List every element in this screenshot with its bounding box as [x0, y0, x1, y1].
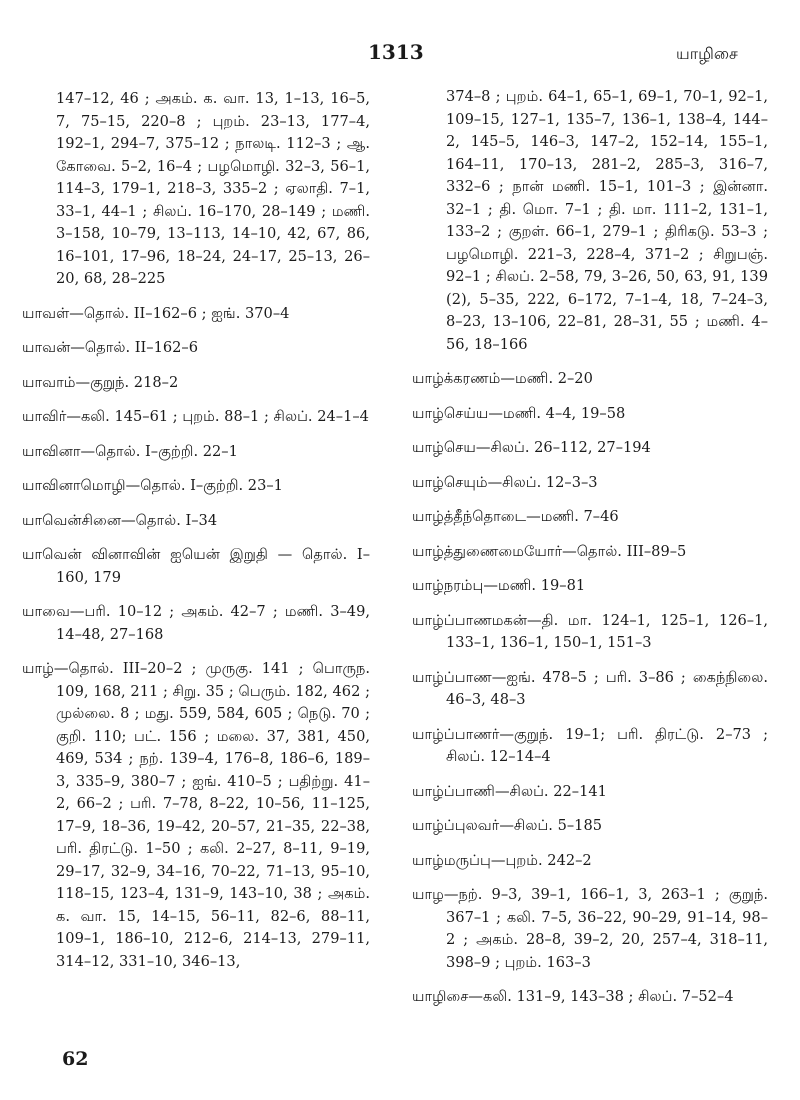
index-entry: யாழிசை—கலி. 131–9, 143–38 ; சிலப். 7–52–4 [412, 988, 734, 1005]
index-entry: யாவென் வினாவின் ஐயென் இறுதி — தொல். I–160, 179 [22, 546, 370, 586]
index-entry: 147–12, 46 ; அகம். க. வா. 13, 1–13, 16–5, 7, 75–15, 220–8 ; புறம். 23–13, 177–4, 192–1, 294–7, 375–12 ; நாலடி. 112–3 ; ஆ. கோவை. 5–2, 16–4 ; பழமொழி. 32–3, 56–1, 114–3, 179–1, 218–3, 335–2 ; ஏலாதி. 7–1, 33–1, 44–1 ; சிலப். 16–170, 28–149 ; மணி. 3–158, 10–79, 13–113, 14–10, 42, 67, 86, 16–101, 17–96, 18–24, 24–17, 25–13, 26–20, 68, 28–225 [56, 90, 370, 287]
index-entry: யாழ்ப்புலவர்—சிலப். 5–185 [412, 817, 603, 834]
left-column [22, 88, 370, 985]
index-entry: யாழ்த்துணைமையோர்—தொல். III–89–5 [412, 542, 687, 560]
index-entry: யாழ்செய்ய—மணி. 4–4, 19–58 [412, 404, 626, 422]
index-entry: யாவன்—தொல். II–162–6 [22, 339, 199, 356]
index-entry: யாழ்செயும்—சிலப். 12–3–3 [412, 473, 598, 491]
right-column [412, 86, 768, 1021]
index-entry: 374–8 ; புறம். 64–1, 65–1, 69–1, 70–1, 92–1, 109–15, 127–1, 135–7, 136–1, 138–4, 144–2, 145–5, 146–3, 147–2, 152–14, 155–1, 164–11, 170–13, 281–2, 285–3, 316–7, 332–6 ; நான் மணி. 15–1, 101–3 ; இன்னா. 32–1 ; தி. மொ. 7–1 ; தி. மா. 111–2, 131–1, 133–2 ; குறள். 66–1, 279–1 ; திரிகடு. 53–3 ; பழமொழி. 221–3, 228–4, 371–2 ; சிறுபஞ். 92–1 ; சிலப். 2–58, 79, 3–26, 50, 63, 91, 139 (2), 5–35, 222, 6–172, 7–1–4, 18, 7–24–3, 8–23, 13–106, 22–81, 28–31, 55 ; மணி. 4–56, 18–166 [446, 88, 768, 353]
index-entry: யாழ்நரம்பு—மணி. 19–81 [412, 577, 586, 594]
index-entry: யாவென்சினை—தொல். I–34 [22, 511, 218, 529]
index-entry: யாழ்செய—சிலப். 26–112, 27–194 [412, 439, 651, 456]
signature-mark: 62 [62, 1048, 89, 1070]
index-entry: யாழ்ப்பாணமகன்—தி. மா. 124–1, 125–1, 126–1, 133–1, 136–1, 150–1, 151–3 [412, 611, 768, 651]
index-entry: யாவினா—தொல். I–குற்றி. 22–1 [22, 442, 238, 460]
index-entry: யாவினாமொழி—தொல். I–குற்றி. 23–1 [22, 477, 283, 494]
index-entry: யாழ்ப்பாண—ஐங். 478–5 ; பரி. 3–86 ; கைந்நிலை. 46–3, 48–3 [412, 668, 768, 708]
index-entry: யாழ—நற். 9–3, 39–1, 166–1, 3, 263–1 ; குறுந். 367–1 ; கலி. 7–5, 36–22, 90–29, 91–14, 98–2 ; அகம். 28–8, 39–2, 20, 257–4, 318–11, 398–9 ; புறம். 163–3 [412, 886, 768, 971]
index-entry: யாழ்த்தீந்தொடை—மணி. 7–46 [412, 508, 619, 525]
index-entry: யாவள்—தொல். II–162–6 ; ஐங். 370–4 [22, 304, 290, 322]
index-entry: யாழ்க்கரணம்—மணி. 2–20 [412, 370, 593, 387]
index-entry: யாவிர்—கலி. 145–61 ; புறம். 88–1 ; சிலப். 24–1–4 [22, 408, 369, 425]
index-entry: யாவை—பரி. 10–12 ; அகம். 42–7 ; மணி. 3–49, 14–48, 27–168 [22, 603, 370, 643]
index-entry: யாவாம்—குறுந். 218–2 [22, 373, 179, 391]
page-number: 1313 [368, 40, 424, 64]
index-entry: யாழ்—தொல். III–20–2 ; முருகு. 141 ; பொருந. 109, 168, 211 ; சிறு. 35 ; பெரும். 182, 462 ; முல்லை. 8 ; மது. 559, 584, 605 ; நெடு. 70 ; குறி. 110; பட். 156 ; மலை. 37, 381, 450, 469, 534 ; நற். 139–4, 176–8, 186–6, 189–3, 335–9, 380–7 ; ஐங். 410–5 ; பதிற்று. 41–2, 66–2 ; பரி. 7–78, 8–22, 10–56, 11–125, 17–9, 18–36, 19–42, 20–57, 21–35, 22–38, பரி. திரட்டு. 1–50 ; கலி. 2–27, 8–11, 9–19, 29–17, 32–9, 34–16, 70–22, 71–13, 95–10, 118–15, 123–4, 131–9, 143–10, 38 ; அகம். க. வா. 15, 14–15, 56–11, 82–6, 88–11, 109–1, 186–10, 212–6, 214–13, 279–11, 314–12, 331–10, 346–13, [22, 660, 370, 970]
index-entry: யாழ்மருப்பு—புறம். 242–2 [412, 851, 592, 869]
index-entry: யாழ்ப்பாணர்—குறுந். 19–1; பரி. திரட்டு. 2–73 ; சிலப். 12–14–4 [412, 725, 768, 765]
running-head: யாழிசை [676, 44, 738, 63]
index-entry: யாழ்ப்பாணி—சிலப். 22–141 [412, 782, 607, 800]
